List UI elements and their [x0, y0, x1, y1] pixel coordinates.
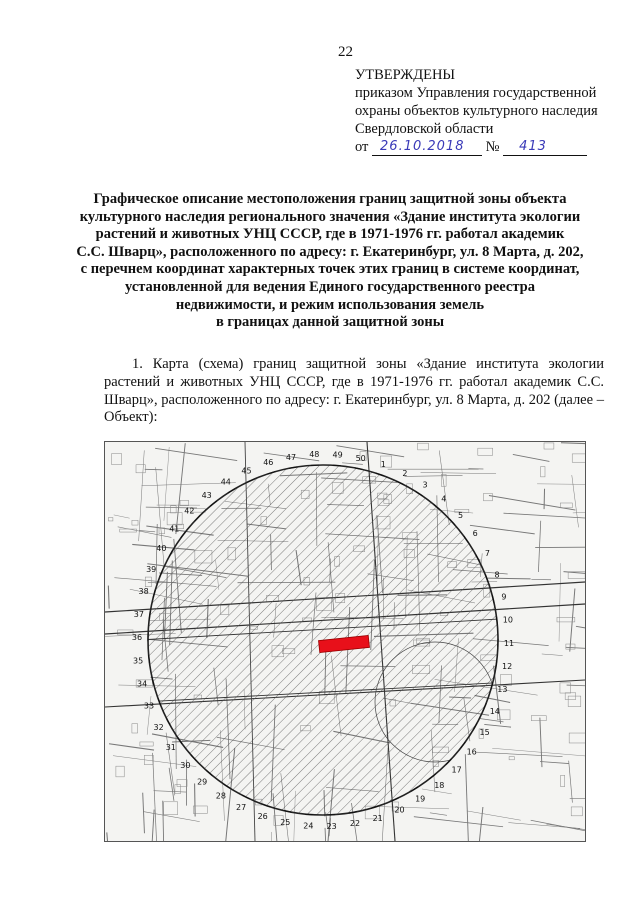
- boundary-point-label: 7: [484, 549, 490, 558]
- boundary-point-label: 24: [303, 821, 314, 831]
- approval-line-2: охраны объектов культурного наследия: [355, 103, 598, 119]
- document-title: [60, 191, 600, 332]
- boundary-point-label: 28: [215, 791, 226, 801]
- zone-map-svg: [105, 442, 585, 841]
- title-line: с перечнем координат характерных точек этих границ в системе координат,: [80, 261, 580, 278]
- boundary-point-label: 6: [472, 529, 478, 539]
- street-line: [145, 469, 163, 470]
- boundary-point-label: 42: [184, 506, 195, 516]
- boundary-point-label: 4: [441, 494, 447, 504]
- boundary-point-label: 13: [497, 685, 508, 695]
- approval-date-row: [355, 138, 598, 156]
- zone-map: [104, 441, 586, 842]
- boundary-point-label: 30: [180, 761, 191, 771]
- title-line: растений и животных УНЦ СССР, где в 1971-1976 гг. работал академик: [95, 226, 565, 243]
- number-value: 413: [519, 139, 547, 154]
- paragraph-number: 1.: [132, 356, 143, 372]
- boundary-point-label: 20: [394, 805, 405, 815]
- boundary-point-label: 46: [263, 458, 274, 468]
- boundary-point-label: 23: [326, 821, 337, 831]
- boundary-point-label: 35: [133, 656, 144, 666]
- boundary-point-label: 9: [501, 592, 507, 602]
- boundary-point-label: 14: [489, 707, 500, 717]
- boundary-point-label: 10: [502, 615, 513, 625]
- boundary-point-label: 29: [197, 777, 208, 787]
- street-line: [535, 547, 585, 548]
- title-line: в границах данной защитной зоны: [215, 314, 445, 331]
- boundary-point-label: 5: [458, 510, 464, 520]
- boundary-point-label: 2: [402, 469, 408, 478]
- title-line: недвижимости, и режим использования земель: [175, 296, 485, 313]
- boundary-point-label: 34: [137, 679, 148, 689]
- boundary-point-label: 1: [380, 460, 386, 469]
- date-prefix: от: [355, 139, 369, 155]
- boundary-point-label: 3: [422, 480, 428, 490]
- title-line: Графическое описание местоположения границ защитной зоны объекта: [93, 191, 567, 207]
- boundary-point-label: 31: [165, 742, 176, 752]
- boundary-point-label: 48: [309, 450, 320, 460]
- approval-block: [355, 66, 598, 156]
- boundary-point-label: 15: [479, 728, 490, 738]
- date-value: 26.10.2018: [380, 139, 465, 154]
- approval-line-1: приказом Управления государственной: [355, 85, 597, 101]
- date-field: [372, 140, 482, 156]
- boundary-point-label: 8: [494, 570, 500, 580]
- boundary-point-label: 16: [466, 747, 477, 757]
- boundary-point-label: 41: [169, 524, 180, 534]
- boundary-point-label: 36: [131, 633, 143, 643]
- boundary-point-label: 11: [503, 638, 515, 648]
- title-line: установленной для ведения Единого государственного реестра: [125, 278, 535, 295]
- boundary-point-label: 18: [434, 781, 445, 791]
- paragraph-text: Карта (схема) границ защитной зоны «Здание института экологии растений и животных УНЦ СССР, где в 1971-1976 гг. работал академик С.С. Шварц», расположенного по адресу: г. Екатеринбург, ул. 8 Марта, д. 202 (далее – Объект):: [104, 356, 604, 426]
- boundary-point-label: 44: [220, 477, 231, 487]
- boundary-point-label: 50: [355, 453, 366, 463]
- number-field: [503, 140, 587, 156]
- boundary-point-label: 27: [236, 803, 247, 812]
- boundary-point-label: 47: [285, 452, 297, 462]
- approval-line-3: Свердловской области: [355, 121, 494, 137]
- boundary-point-label: 33: [143, 701, 155, 711]
- section-1-paragraph: [104, 356, 604, 427]
- boundary-point-label: 19: [415, 794, 426, 804]
- boundary-point-label: 37: [133, 609, 144, 619]
- number-prefix: №: [485, 139, 500, 155]
- boundary-point-label: 17: [451, 765, 462, 775]
- boundary-point-label: 43: [201, 490, 212, 500]
- boundary-point-label: 22: [349, 819, 361, 829]
- approval-title: УТВЕРЖДЕНЫ: [355, 67, 456, 83]
- boundary-point-label: 26: [257, 812, 268, 821]
- boundary-point-label: 38: [138, 586, 149, 596]
- boundary-point-label: 25: [280, 818, 291, 828]
- title-line: С.С. Шварц», расположенного по адресу: г. Екатеринбург, ул. 8 Марта, д. 202,: [76, 243, 584, 260]
- boundary-point-label: 45: [241, 466, 252, 476]
- boundary-tick: [333, 465, 341, 466]
- street-line: [195, 783, 196, 816]
- boundary-tick: [305, 814, 313, 815]
- boundary-point-label: 21: [372, 813, 383, 823]
- boundary-point-label: 39: [146, 564, 157, 574]
- boundary-point-label: 49: [332, 450, 343, 460]
- title-line: культурного наследия регионального значения «Здание института экологии: [79, 208, 581, 225]
- page-number: 22: [338, 44, 353, 60]
- boundary-point-label: 32: [153, 723, 164, 732]
- boundary-point-label: 40: [156, 543, 167, 553]
- boundary-point-label: 12: [502, 662, 513, 672]
